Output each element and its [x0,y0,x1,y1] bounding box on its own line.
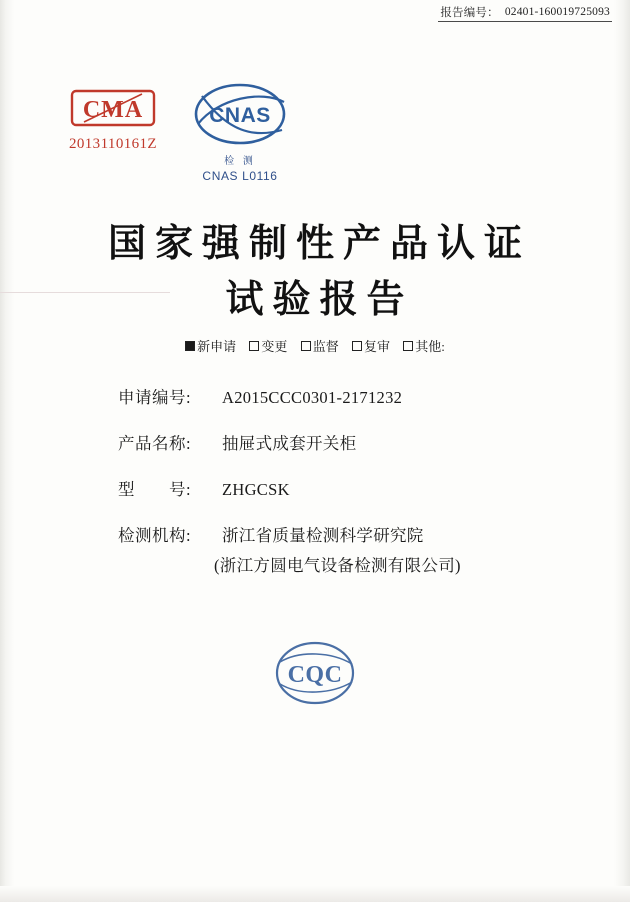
cnas-subtitle: 检 测 [224,156,256,167]
checkbox-option-new[interactable] [185,339,239,354]
page-edge-bottom [0,886,630,902]
field-label-test-organization: 检测机构: [118,526,192,545]
page-edge-right [614,0,630,902]
page-edge-left [0,0,14,902]
report-fields [118,388,558,602]
page-title-line1: 国家强制性产品认证 [107,223,531,265]
field-value-test-organization-sub: (浙江方圆电气设备检测有限公司) [214,556,461,575]
checkbox-icon-new[interactable] [185,341,195,351]
svg-text:CNAS: CNAS [209,104,271,127]
accreditation-marks [40,80,300,190]
checkbox-option-review[interactable] [352,339,393,354]
cqc-mark [0,638,630,713]
checkbox-option-supervise[interactable] [301,339,342,354]
checkbox-label-other: 其他: [415,339,445,354]
checkbox-icon-review[interactable] [352,341,362,351]
cnas-mark [180,80,300,183]
checkbox-label-new: 新申请 [197,339,237,354]
field-application-no [118,388,558,408]
field-value-application-no: A2015CCC0301-2171232 [222,388,403,407]
field-value-model: ZHGCSK [222,480,290,499]
cma-mark [48,88,178,153]
report-number-value: 02401-160019725093 [504,6,610,18]
checkbox-option-other[interactable] [403,339,445,354]
cqc-logo-icon [270,638,360,708]
field-value-product-name: 抽屉式成套开关柜 [222,434,357,453]
field-test-organization [118,526,558,576]
field-label-product-name: 产品名称: [118,434,192,453]
checkbox-label-review: 复审 [363,339,390,354]
checkbox-icon-change[interactable] [249,341,259,351]
checkbox-icon-supervise[interactable] [301,341,311,351]
checkbox-icon-other[interactable] [403,341,413,351]
svg-text:CMA: CMA [82,97,144,123]
field-product-name [118,434,558,454]
checkbox-label-change: 变更 [261,339,288,354]
application-type-row [0,336,630,355]
field-model [118,480,558,500]
field-label-application-no: 申请编号: [118,388,192,407]
svg-text:CQC: CQC [287,662,343,688]
report-number [438,4,612,22]
cma-logo-icon [70,88,156,128]
field-value-test-organization [214,526,558,576]
cma-code: 2013110161Z [68,136,157,152]
report-number-label: 报告编号： [440,7,499,19]
checkbox-option-change[interactable] [249,339,290,354]
cnas-code: CNAS L0116 [202,169,278,183]
cnas-logo-icon [188,80,292,158]
checkbox-label-supervise: 监督 [312,339,339,354]
field-label-model: 型 号: [118,480,192,499]
field-value-test-organization-main: 浙江省质量检测科学研究院 [222,526,424,545]
page-title-line2: 试验报告 [225,279,414,321]
